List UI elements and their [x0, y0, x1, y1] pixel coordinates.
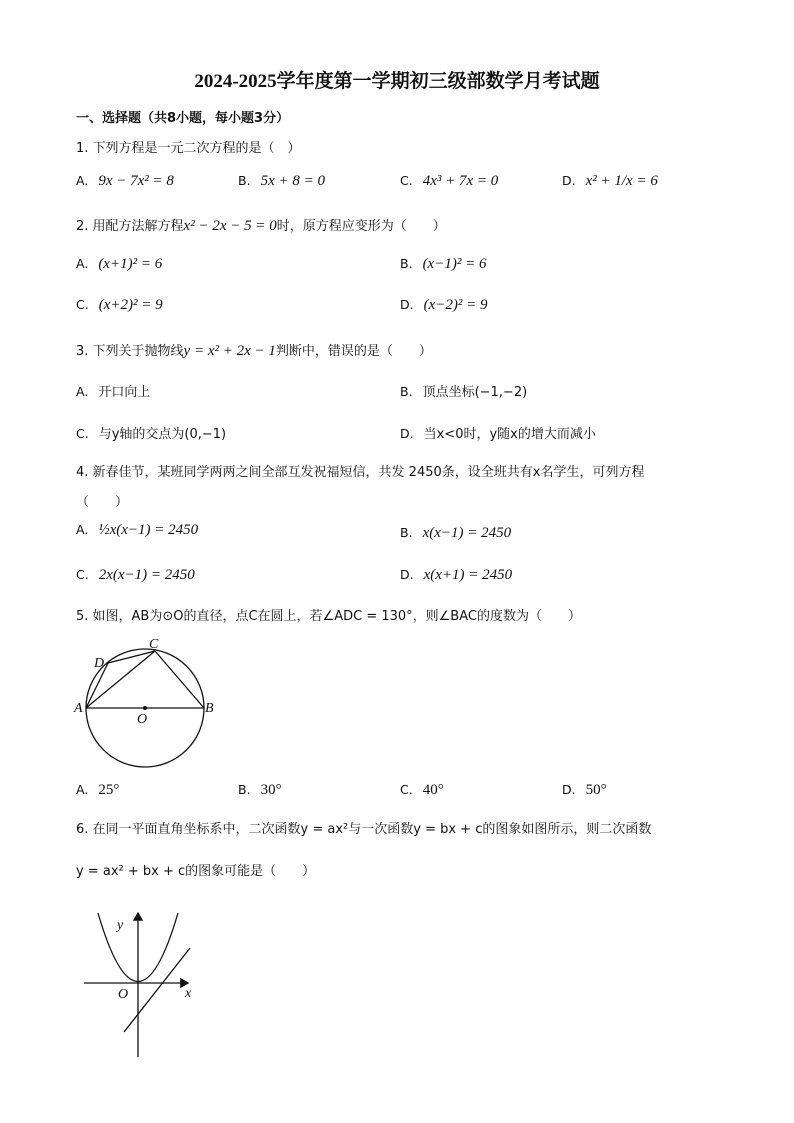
q5-circle-figure — [70, 630, 230, 780]
q1-option-c — [400, 173, 498, 190]
q2-option-a-text: (x+1)² = 6 — [98, 256, 163, 272]
q4-option-a — [76, 522, 198, 539]
q5-option-d — [562, 782, 607, 799]
q2-option-c-text: (x+2)² = 9 — [98, 297, 163, 313]
q2-option-d-text: (x−2)² = 9 — [423, 297, 488, 313]
q6-graph-figure — [80, 905, 210, 1065]
q4-option-b-text: x(x−1) = 2450 — [422, 525, 512, 541]
line-y-bx-c — [124, 948, 190, 1032]
question-5-stem: 5. 如图，AB为⊙O的直径，点C在圆上，若∠ADC = 130°，则∠BAC的度数为（ ） — [76, 609, 581, 624]
option-letter: D. — [400, 297, 414, 312]
question-3-stem — [76, 340, 432, 360]
question-6-stem-line1: 6. 在同一平面直角坐标系中，二次函数y = ax²与一次函数y = bx + c的图象如图所示，则二次函数 — [76, 822, 652, 837]
option-letter: A. — [76, 384, 89, 399]
q5-option-a-text: 25° — [98, 782, 120, 798]
question-6-stem-line2: y = ax² + bx + c的图象可能是（ ） — [76, 864, 316, 879]
q5-option-b — [238, 782, 282, 799]
label-d: D — [94, 656, 105, 671]
option-letter: A. — [76, 173, 89, 188]
q2-option-a — [76, 256, 162, 273]
question-2-stem — [76, 215, 446, 235]
label-a: A — [74, 701, 83, 716]
q5-option-c-text: 40° — [422, 782, 444, 798]
question-4-stem: 4. 新春佳节，某班同学两两之间全部互发祝福短信，共发 2450条，设全班共有x名学生，可列方程 — [76, 465, 645, 480]
option-letter: B. — [400, 384, 413, 399]
label-o: O — [137, 712, 148, 727]
center-dot — [143, 706, 147, 710]
question-4-paren: （ ） — [76, 495, 129, 510]
option-letter: D. — [562, 173, 576, 188]
q4-option-c-text: 2x(x−1) = 2450 — [98, 567, 195, 583]
q2-option-c — [76, 297, 163, 314]
option-letter: A. — [76, 782, 89, 797]
q3-option-d-text: 当x<0时，y随x的增大而减小 — [423, 427, 596, 442]
q3-option-a-text: 开口向上 — [98, 385, 151, 400]
q1-option-d-text: x² + 1/x = 6 — [585, 173, 658, 189]
q3-option-d — [400, 423, 596, 442]
q3-option-c-text: 与y轴的交点为(0,−1) — [98, 427, 227, 442]
q4-option-a-text: ½x(x−1) = 2450 — [98, 522, 199, 538]
q2-option-d — [400, 297, 488, 314]
q5-option-d-text: 50° — [585, 782, 607, 798]
q3-stem-post: 判断中，错误的是（ ） — [275, 344, 432, 359]
option-letter: C. — [76, 567, 89, 582]
q2-option-b-text: (x−1)² = 6 — [422, 256, 487, 272]
q5-option-b-text: 30° — [260, 782, 282, 798]
q4-option-c — [76, 567, 195, 584]
q2-option-b — [400, 256, 486, 273]
option-letter: B. — [238, 173, 251, 188]
origin-label: O — [118, 987, 129, 1002]
q3-option-b-text: 顶点坐标(−1,−2) — [422, 385, 528, 400]
option-letter: B. — [238, 782, 251, 797]
q1-option-b-text: 5x + 8 = 0 — [260, 173, 325, 189]
q1-option-b — [238, 173, 325, 190]
q1-option-a-text: 9x − 7x² = 8 — [98, 173, 174, 189]
q1-option-a — [76, 173, 174, 190]
label-c: C — [149, 637, 159, 652]
axis-label-y: y — [117, 918, 124, 933]
option-letter: C. — [400, 173, 413, 188]
q5-option-a — [76, 782, 119, 799]
q4-option-d — [400, 567, 512, 584]
option-letter: D. — [400, 426, 414, 441]
q2-stem-pre: 2. 用配方法解方程 — [76, 219, 184, 234]
option-letter: C. — [400, 782, 413, 797]
question-1-stem: 1. 下列方程是一元二次方程的是（ ） — [76, 141, 301, 156]
q3-option-c — [76, 423, 226, 442]
q4-option-b — [400, 525, 511, 542]
axis-label-x: x — [185, 986, 192, 1001]
option-letter: C. — [76, 297, 89, 312]
q1-option-c-text: 4x³ + 7x = 0 — [422, 173, 499, 189]
option-letter: A. — [76, 522, 89, 537]
section-heading: 一、选择题（共8小题，每小题3分） — [76, 111, 290, 126]
q3-option-a — [76, 381, 150, 400]
label-b: B — [205, 701, 214, 716]
page-title: 2024-2025学年度第一学期初三级部数学月考试题 — [194, 71, 600, 92]
q2-equation: x² − 2x − 5 = 0 — [183, 218, 277, 234]
option-letter: B. — [400, 256, 413, 271]
option-letter: D. — [400, 567, 414, 582]
q4-option-d-text: x(x+1) = 2450 — [423, 567, 513, 583]
option-letter: B. — [400, 525, 413, 540]
q5-option-c — [400, 782, 444, 799]
q3-option-b — [400, 381, 527, 400]
q3-stem-pre: 3. 下列关于抛物线 — [76, 344, 184, 359]
q1-option-d — [562, 173, 658, 190]
q3-equation: y = x² + 2x − 1 — [183, 343, 276, 359]
q2-stem-post: 时，原方程应变形为（ ） — [276, 219, 446, 234]
option-letter: D. — [562, 782, 576, 797]
option-letter: C. — [76, 426, 89, 441]
option-letter: A. — [76, 256, 89, 271]
